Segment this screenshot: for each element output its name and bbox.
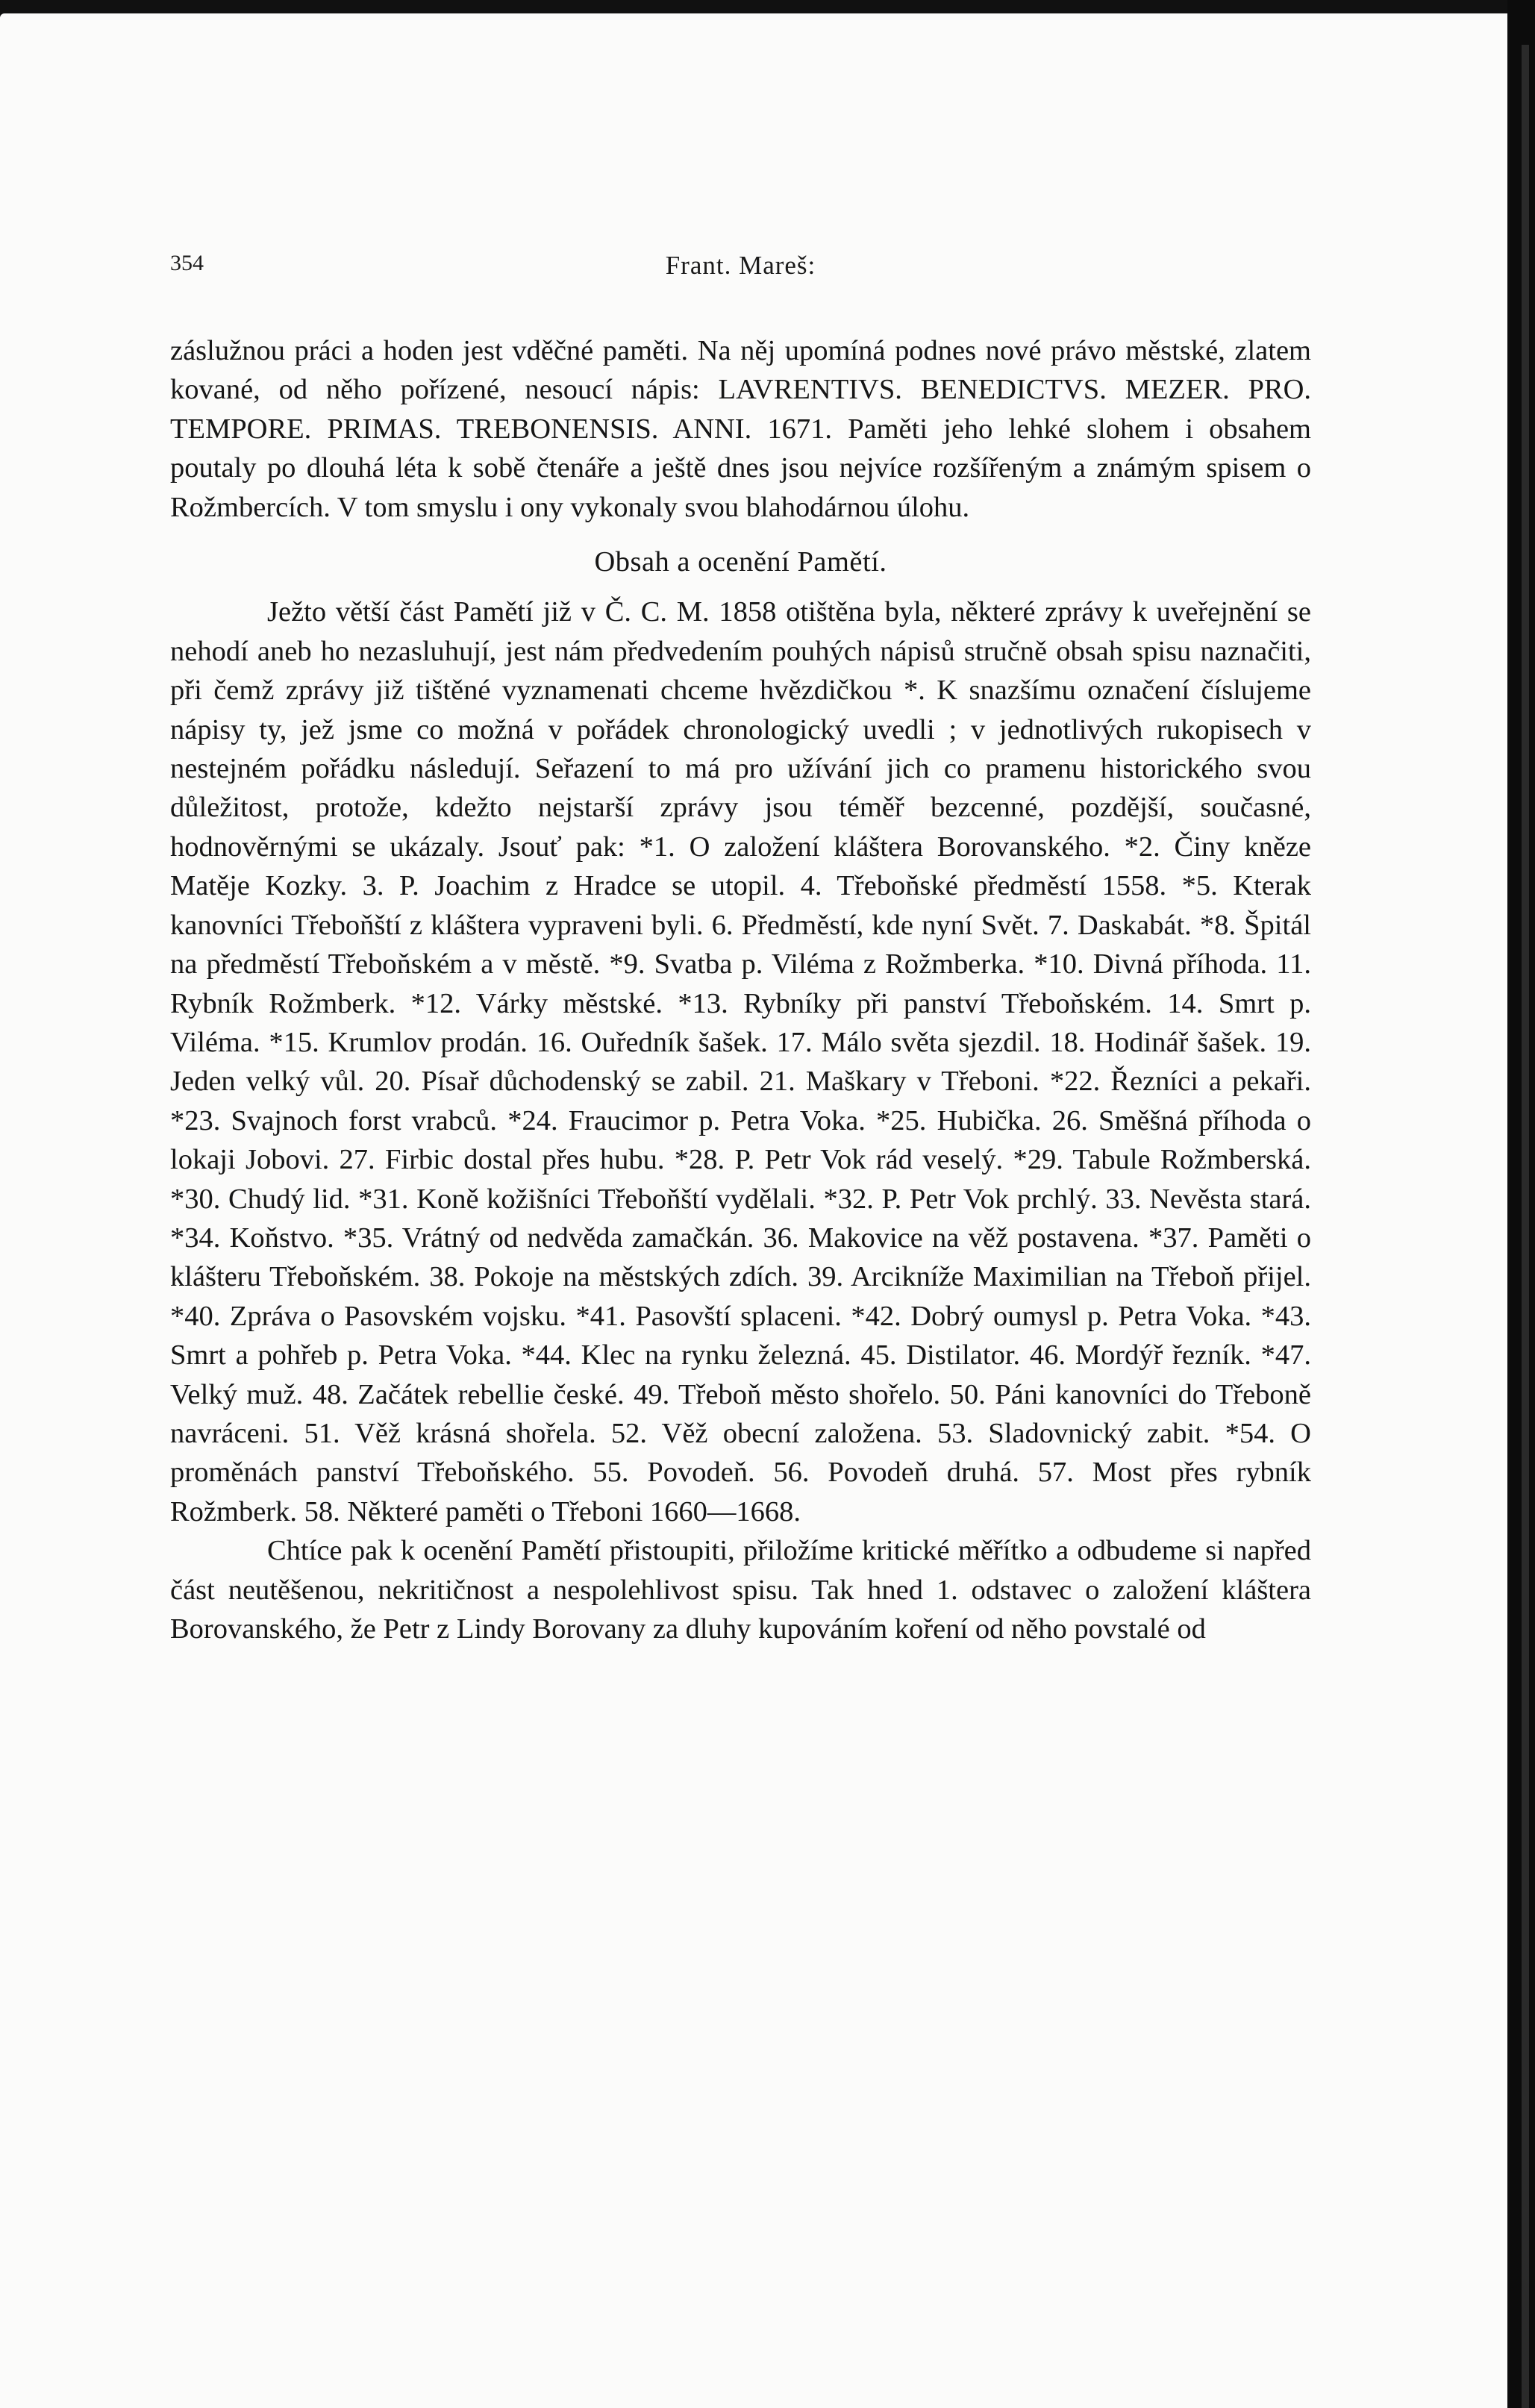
section-heading: Obsah a ocenění Pamětí. — [594, 546, 887, 578]
spine-shadow — [1522, 45, 1529, 2408]
running-head-author: Frant. Mareš: — [665, 251, 816, 280]
page-number: 354 — [170, 251, 204, 275]
body-text — [170, 331, 1311, 1648]
book-spine-edge — [1507, 0, 1535, 2408]
paragraph-2: Ježto větší část Pamětí již v Č. C. M. 1858 otištěna byla, některé zprávy k uveřejnění se nehodí aneb ho nezasluhují, jest nám předvedením pouhých nápisů stručně obsah spisu naznačiti, při čemž zprávy již tištěné vyznamenati chceme hvězdičkou *. K snazšímu označení číslujeme nápisy ty, jež jsme co možná v pořádek chronologický uvedli ; v jednotlivých rukopisech v nestejném pořádku následují. Seřazení to má pro užívání jich co pramenu historického svou důležitost, protože, kdežto nejstarší zprávy jsou téměř bezcenné, pozdější, současné, hodnověrnými se ukázaly. Jsouť pak: *1. O založení kláštera Borovanského. *2. Činy kněze Matěje Kozky. 3. P. Joachim z Hradce se utopil. 4. Třeboňské předměstí 1558. *5. Kterak kanovníci Třeboňští z kláštera vypraveni byli. 6. Předměstí, kde nyní Svět. 7. Daskabát. *8. Špitál na předměstí Třeboňském a v městě. *9. Svatba p. Viléma z Rožmberka. *10. Divná příhoda. 11. Rybník Rožmberk. *12. Várky městské. *13. Rybníky při panství Třeboňském. 14. Smrt p. Viléma. *15. Krumlov prodán. 16. Ouředník šašek. 17. Málo světa sjezdil. 18. Hodinář šašek. 19. Jeden velký vůl. 20. Písař důchodenský se zabil. 21. Maškary v Třeboni. *22. Řezníci a pekaři. *23. Svajnoch forst vrabců. *24. Fraucimor p. Petra Voka. *25. Hubička. 26. Směšná příhoda o lokaji Jobovi. 27. Firbic dostal přes hubu. *28. P. Petr Vok rád veselý. *29. Tabule Rožmberská. *30. Chudý lid. *31. Koně kožišníci Třeboňští vydělali. *32. P. Petr Vok prchlý. 33. Nevěsta stará. *34. Koňstvo. *35. Vrátný od nedvěda zamačkán. 36. Makovice na věž postavena. *37. Paměti o klášteru Třeboňském. 38. Pokoje na městských zdích. 39. Arcikníže Maximilian na Třeboň přijel. *40. Zpráva o Pasovském vojsku. *41. Pasovští splaceni. *42. Dobrý oumysl p. Petra Voka. *43. Smrt a pohřeb p. Petra Voka. *44. Klec na rynku železná. 45. Distilator. 46. Mordýř řezník. *47. Velký muž. 48. Začátek rebellie české. 49. Třeboň město shořelo. 50. Páni kanovníci do Třeboně navráceni. 51. Věž krásná shořela. 52. Věž obecní založena. 53. Sladovnický zabit. *54. O proměnách panství Třeboňského. 55. Povodeň. 56. Povodeň druhá. 57. Most přes rybník Rožmberk. 58. Některé paměti o Třeboni 1660—1668. — [170, 596, 1311, 1527]
paragraph-3: Chtíce pak k ocenění Pamětí přistoupiti, přiložíme kritické měřítko a odbudeme si napřed část neutěšenou, nekritičnost a nespolehlivost spisu. Tak hned 1. odstavec o založení kláštera Borovanského, že Petr z Lindy Borovany za dluhy kupováním koření od něho povstalé od — [170, 1535, 1311, 1645]
scanned-page — [0, 13, 1507, 2408]
page-header — [170, 251, 1311, 288]
paragraph-1: záslužnou práci a hoden jest vděčné paměti. Na něj upomíná podnes nové právo městské, zlatem kované, od něho pořízené, nesoucí nápis: LAVRENTIVS. BENEDICTVS. MEZER. PRO. TEMPORE. PRIMAS. TREBONENSIS. ANNI. 1671. Paměti jeho lehké slohem i obsahem poutaly po dlouhá léta k sobě čtenáře a ještě dnes jsou nejvíce rozšířeným a známým spisem o Rožmbercích. V tom smyslu i ony vykonaly svou blahodárnou úlohu. — [170, 335, 1311, 523]
